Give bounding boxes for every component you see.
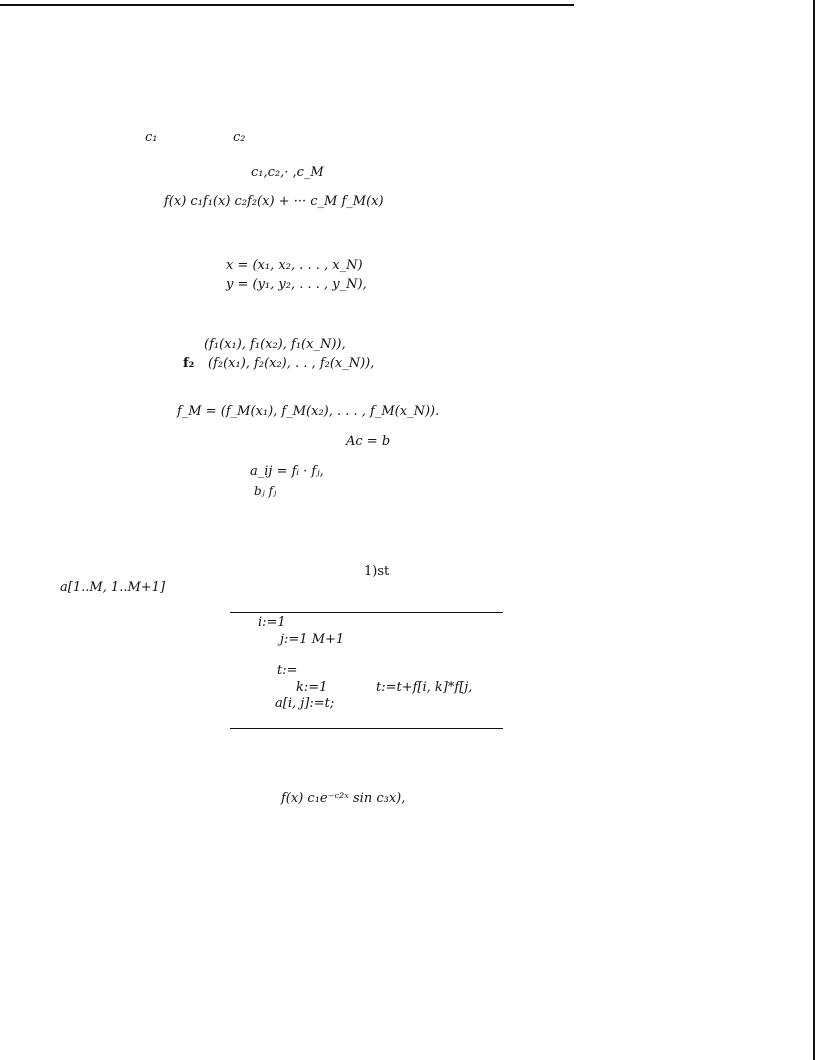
program-bottom-rule: [230, 728, 503, 729]
program-line-3: t:=: [277, 663, 298, 678]
vector-y: y = (y₁, y₂, . . . , y_N),: [226, 277, 367, 292]
normal-equation: Ac = b: [346, 434, 391, 449]
model-equation: f(x) c₁f₁(x) c₂f₂(x) + ··· c_M f_M(x): [164, 194, 384, 209]
symbol-c2: c₂: [233, 130, 246, 145]
vector-fM: f_M = (f_M(x₁), f_M(x₂), . . . , f_M(x_N)).: [177, 404, 440, 419]
program-line-4b: t:=t+f[i, k]*f[j,: [376, 680, 473, 695]
program-line-1: i:=1: [258, 615, 286, 630]
vector-f2-label: f₂: [183, 356, 195, 371]
stored-text: 1)st: [364, 564, 390, 579]
vector-f1: (f₁(x₁), f₁(x₂), f₁(x_N)),: [204, 337, 346, 352]
array-declaration: a[1..M, 1..M+1]: [60, 580, 166, 595]
program-line-5: a[i, j]:=t;: [275, 696, 335, 711]
nonlinear-example-formula: f(x) c₁e⁻ᶜ²ˣ sin c₃x),: [281, 791, 406, 806]
program-line-4a: k:=1: [296, 680, 328, 695]
vector-f2: (f₂(x₁), f₂(x₂), . . , f₂(x_N)),: [208, 356, 375, 371]
coefficient-list: c₁,c₂,· ,c_M: [251, 165, 324, 180]
matrix-element-aij: a_ij = fᵢ · fⱼ,: [250, 464, 324, 479]
vector-element-bj: bⱼ fⱼ: [254, 484, 277, 498]
program-line-2: j:=1 M+1: [280, 632, 345, 647]
right-edge-rule: [813, 0, 815, 1060]
symbol-c1: c₁: [145, 130, 158, 145]
program-top-rule: [230, 612, 503, 613]
vector-x: x = (x₁, x₂, . . . , x_N): [226, 258, 363, 273]
top-rule: [0, 4, 574, 6]
